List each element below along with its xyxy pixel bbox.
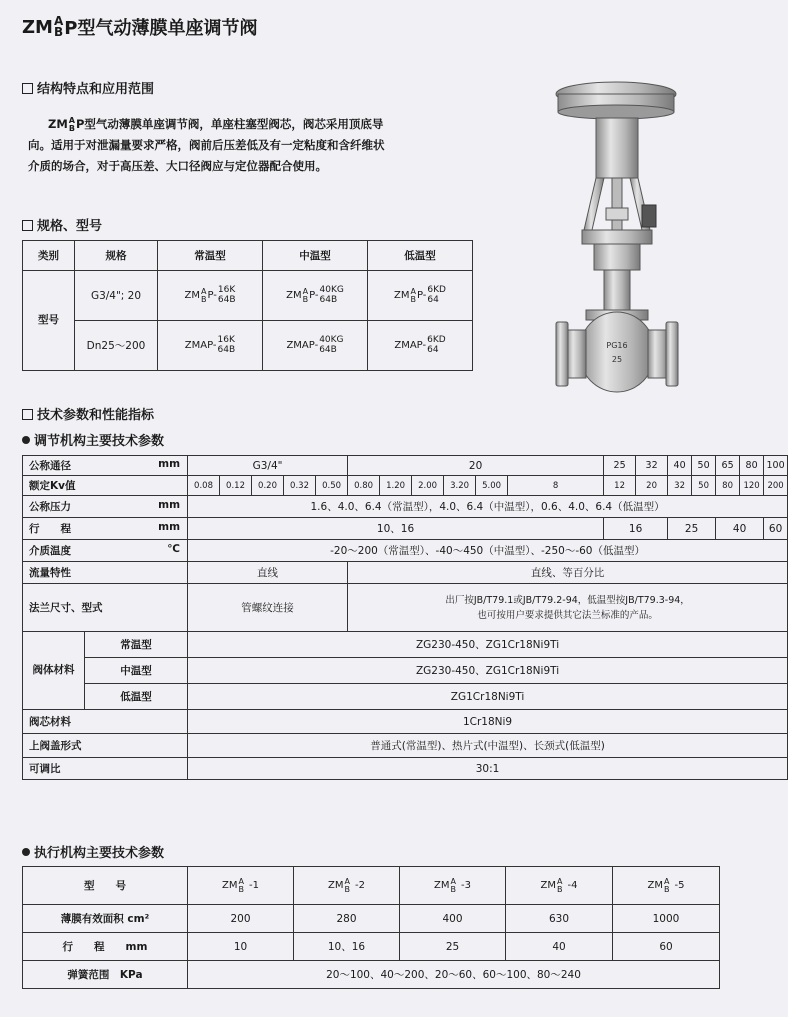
valve-marking-1: PG16 xyxy=(606,341,628,350)
section-regulator-label: 调节机构主要技术参数 xyxy=(34,434,165,449)
dn-size: 100 xyxy=(764,456,788,476)
spec-header-normal: 常温型 xyxy=(158,241,263,271)
model-ab xyxy=(557,878,563,893)
dn-unit: mm xyxy=(158,458,181,470)
spec-size-dn: Dn25～200 xyxy=(75,321,158,371)
checkbox-square-icon xyxy=(22,409,33,420)
act-model-label: 型 号 xyxy=(23,867,188,905)
kv-value: 200 xyxy=(764,476,788,496)
flange-value-2 xyxy=(348,584,788,632)
model-sub: B xyxy=(238,884,244,894)
stroke-label-text: 行 程 xyxy=(29,523,71,535)
section-structure-label: 结构特点和应用范围 xyxy=(37,82,155,97)
model-frac xyxy=(320,286,344,305)
model-frac-top: 6KD xyxy=(427,335,446,346)
title-sub: B xyxy=(54,25,64,39)
act-model xyxy=(506,867,613,905)
bonnet-label: 上阀盖形式 xyxy=(23,734,188,758)
model-frac-top: 40KG xyxy=(319,285,344,296)
model-frac-bot: 64 xyxy=(427,294,439,305)
act-stroke-value: 10 xyxy=(188,933,294,961)
spec-model-medium-1 xyxy=(263,271,368,321)
stroke-value: 40 xyxy=(716,518,764,540)
model-frac-bot: 64 xyxy=(427,344,439,355)
spec-model-normal-2 xyxy=(158,321,263,371)
model-ab xyxy=(201,288,207,303)
temp-label-text: 介质温度 xyxy=(29,545,71,557)
dn-size: 65 xyxy=(716,456,740,476)
spec-header-medium: 中温型 xyxy=(263,241,368,271)
kv-value: 20 xyxy=(636,476,668,496)
intro-line-1 xyxy=(28,114,528,135)
spec-header-category: 类别 xyxy=(23,241,75,271)
core-material-label: 阀芯材料 xyxy=(23,710,188,734)
body-low-value: ZG1Cr18Ni9Ti xyxy=(188,684,788,710)
kv-value: 2.00 xyxy=(412,476,444,496)
stroke-value: 16 xyxy=(604,518,668,540)
model-prefix: ZMAP- xyxy=(286,340,319,351)
intro-line-2: 向。适用于对泄漏量要求严格，阀前后压差低及有一定粘度和含纤维状 xyxy=(28,138,385,152)
stroke-label xyxy=(23,518,188,540)
stroke-value: 25 xyxy=(668,518,716,540)
model-frac-bot: 64B xyxy=(319,344,337,355)
kv-value: 8 xyxy=(508,476,604,496)
section-structure xyxy=(22,78,154,97)
act-area-value: 400 xyxy=(400,905,506,933)
model-ab xyxy=(451,878,457,893)
model-frac-top: 40KG xyxy=(319,335,344,346)
intro-line-1-text: P型气动薄膜单座调节阀，单座柱塞型阀芯，阀芯采用顶底导 xyxy=(76,117,384,131)
page-title xyxy=(22,14,257,40)
temp-unit: ℃ xyxy=(167,543,181,555)
model-sup: A xyxy=(664,876,670,886)
kv-label: 额定Kv值 xyxy=(23,476,188,496)
model-mid: P- xyxy=(207,290,217,301)
kv-value: 120 xyxy=(740,476,764,496)
model-sup: A xyxy=(302,286,309,296)
act-stroke-value: 40 xyxy=(506,933,613,961)
flow-value-1: 直线 xyxy=(188,562,348,584)
dn-size: 25 xyxy=(604,456,636,476)
temp-label xyxy=(23,540,188,562)
spec-size-g34: G3/4"; 20 xyxy=(75,271,158,321)
section-tech-label: 技术参数和性能指标 xyxy=(37,408,155,423)
section-spec-label: 规格、型号 xyxy=(37,219,103,234)
stroke-value: 60 xyxy=(764,518,788,540)
model-mid: P- xyxy=(417,290,427,301)
act-area-value: 280 xyxy=(294,905,400,933)
actuator-table xyxy=(22,866,720,989)
act-area-value: 1000 xyxy=(613,905,720,933)
kv-value: 0.20 xyxy=(252,476,284,496)
body-normal-value: ZG230-450、ZG1Cr18Ni9Ti xyxy=(188,632,788,658)
model-frac-bot: 64B xyxy=(217,344,236,355)
pressure-value: 1.6、4.0、6.4（常温型），4.0、6.4（中温型），0.6、4.0、6.4（低温型） xyxy=(188,496,788,518)
kv-value: 0.50 xyxy=(316,476,348,496)
model-sub: B xyxy=(450,884,456,894)
dn-size: 50 xyxy=(692,456,716,476)
stroke-value: 10、16 xyxy=(188,518,604,540)
model-prefix: ZMAP- xyxy=(184,340,217,351)
section-tech xyxy=(22,404,154,423)
model-prefix: ZM xyxy=(184,290,200,301)
model-frac-bot: 64B xyxy=(217,294,236,305)
kv-value: 1.20 xyxy=(380,476,412,496)
body-medium-value: ZG230-450、ZG1Cr18Ni9Ti xyxy=(188,658,788,684)
spec-category-model: 型号 xyxy=(23,271,75,371)
body-material-label: 阀体材料 xyxy=(23,632,85,710)
model-prefix: ZM xyxy=(394,290,410,301)
model-prefix: ZM xyxy=(434,880,450,891)
dn-g34: G3/4" xyxy=(188,456,348,476)
model-frac-top: 16K xyxy=(217,335,235,346)
title-ab-stack xyxy=(53,13,64,39)
model-ab xyxy=(345,878,351,893)
spec-model-medium-2 xyxy=(263,321,368,371)
model-suffix: -4 xyxy=(567,880,578,891)
flange-line-2: 也可按用户要求提供其它法兰标准的产品。 xyxy=(477,609,658,621)
section-actuator xyxy=(22,842,164,861)
stroke-unit: mm xyxy=(158,521,181,533)
act-stroke-value: 60 xyxy=(613,933,720,961)
spec-model-low-2 xyxy=(368,321,473,371)
flange-label: 法兰尺寸、型式 xyxy=(23,584,188,632)
model-ab xyxy=(303,288,309,303)
model-ab xyxy=(239,878,245,893)
model-prefix: ZM xyxy=(222,880,238,891)
model-mid: P- xyxy=(309,290,319,301)
act-stroke-value: 10、16 xyxy=(294,933,400,961)
act-model xyxy=(188,867,294,905)
intro-sub: B xyxy=(68,123,75,133)
model-frac-top: 6KD xyxy=(427,285,446,296)
title-sup: A xyxy=(53,13,64,28)
dn-size: 32 xyxy=(636,456,668,476)
model-sup: A xyxy=(238,876,244,886)
act-area-label: 薄膜有效面积 cm² xyxy=(23,905,188,933)
bullet-icon xyxy=(22,848,30,856)
model-frac xyxy=(218,336,236,355)
body-normal-label: 常温型 xyxy=(85,632,188,658)
model-prefix: ZMAP- xyxy=(394,340,427,351)
bullet-icon xyxy=(22,436,30,444)
model-sup: A xyxy=(410,286,416,296)
checkbox-square-icon xyxy=(22,220,33,231)
model-sub: B xyxy=(664,884,670,894)
dn-size: 80 xyxy=(740,456,764,476)
model-suffix: -2 xyxy=(355,880,365,891)
model-ab xyxy=(664,878,670,893)
body-low-label: 低温型 xyxy=(85,684,188,710)
model-prefix: ZM xyxy=(328,880,344,891)
flow-label: 流量特性 xyxy=(23,562,188,584)
model-sup: A xyxy=(344,876,350,886)
kv-value: 0.80 xyxy=(348,476,380,496)
section-regulator xyxy=(22,430,164,449)
act-spring-value: 20～100、40～200、20～60、60～100、80～240 xyxy=(188,961,720,989)
model-suffix: -3 xyxy=(461,880,471,891)
spec-model-low-1 xyxy=(368,271,473,321)
intro-line-3: 介质的场合，对于高压差、大口径阀应与定位器配合使用。 xyxy=(28,159,327,173)
flange-value-1: 管螺纹连接 xyxy=(188,584,348,632)
model-frac xyxy=(427,286,446,305)
kv-value: 3.20 xyxy=(444,476,476,496)
model-sub: B xyxy=(557,884,563,894)
section-actuator-label: 执行机构主要技术参数 xyxy=(34,846,165,861)
kv-value: 0.32 xyxy=(284,476,316,496)
section-spec xyxy=(22,215,102,234)
model-prefix: ZM xyxy=(540,880,556,891)
intro-prefix: ZM xyxy=(48,117,68,131)
model-ab xyxy=(411,288,417,303)
dn-size: 40 xyxy=(668,456,692,476)
body-medium-label: 中温型 xyxy=(85,658,188,684)
kv-value: 0.08 xyxy=(188,476,220,496)
valve-marking-2: 25 xyxy=(611,355,623,364)
core-material-value: 1Cr18Ni9 xyxy=(188,710,788,734)
range-label: 可调比 xyxy=(23,758,188,780)
model-sup: A xyxy=(557,876,563,886)
model-frac xyxy=(427,336,446,355)
checkbox-square-icon xyxy=(22,83,33,94)
title-prefix: ZM xyxy=(22,16,53,38)
kv-value: 32 xyxy=(668,476,692,496)
temp-value: -20～200（常温型）、-40～450（中温型）、-250～-60（低温型） xyxy=(188,540,788,562)
spec-header-size: 规格 xyxy=(75,241,158,271)
dn-label-text: 公称通径 xyxy=(29,460,71,472)
flow-value-2: 直线、等百分比 xyxy=(348,562,788,584)
kv-value: 12 xyxy=(604,476,636,496)
act-area-value: 200 xyxy=(188,905,294,933)
model-frac xyxy=(218,286,236,305)
model-sub: B xyxy=(200,294,207,304)
act-spring-label: 弹簧范围 KPa xyxy=(23,961,188,989)
kv-value: 50 xyxy=(692,476,716,496)
model-frac-bot: 64B xyxy=(319,294,338,305)
kv-value: 5.00 xyxy=(476,476,508,496)
regulator-table xyxy=(22,455,788,780)
bonnet-value: 普通式(常温型)、热片式(中温型)、长颈式(低温型) xyxy=(188,734,788,758)
act-model xyxy=(400,867,506,905)
pressure-label-text: 公称压力 xyxy=(29,501,71,513)
model-sup: A xyxy=(450,876,456,886)
act-area-value: 630 xyxy=(506,905,613,933)
dn-label xyxy=(23,456,188,476)
model-suffix: -5 xyxy=(674,880,685,891)
kv-value: 0.12 xyxy=(220,476,252,496)
title-suffix: P型气动薄膜单座调节阀 xyxy=(64,18,258,39)
model-sub: B xyxy=(302,294,309,304)
intro-ab-stack xyxy=(69,117,75,132)
kv-value: 80 xyxy=(716,476,740,496)
flange-line-1: 出厂按JB/T79.1或JB/T79.2-94，低温型按JB/T79.3-94， xyxy=(445,594,690,606)
act-model xyxy=(294,867,400,905)
model-suffix: -1 xyxy=(249,880,259,891)
model-prefix: ZM xyxy=(647,880,663,891)
spec-table xyxy=(22,240,473,371)
model-sub: B xyxy=(410,294,416,304)
spec-header-low: 低温型 xyxy=(368,241,473,271)
pneumatic-valve-illustration xyxy=(552,80,682,405)
intro-sup: A xyxy=(68,115,75,125)
dn-20: 20 xyxy=(348,456,604,476)
model-frac xyxy=(319,336,343,355)
pressure-label xyxy=(23,496,188,518)
intro-paragraph xyxy=(28,114,528,177)
act-model xyxy=(613,867,720,905)
model-sup: A xyxy=(200,286,207,296)
pressure-unit: mm xyxy=(158,499,181,511)
model-sub: B xyxy=(344,884,350,894)
model-frac-top: 16K xyxy=(217,285,236,296)
model-prefix: ZM xyxy=(286,290,302,301)
range-value: 30:1 xyxy=(188,758,788,780)
act-stroke-value: 25 xyxy=(400,933,506,961)
act-stroke-label: 行 程 mm xyxy=(23,933,188,961)
spec-model-normal-1 xyxy=(158,271,263,321)
